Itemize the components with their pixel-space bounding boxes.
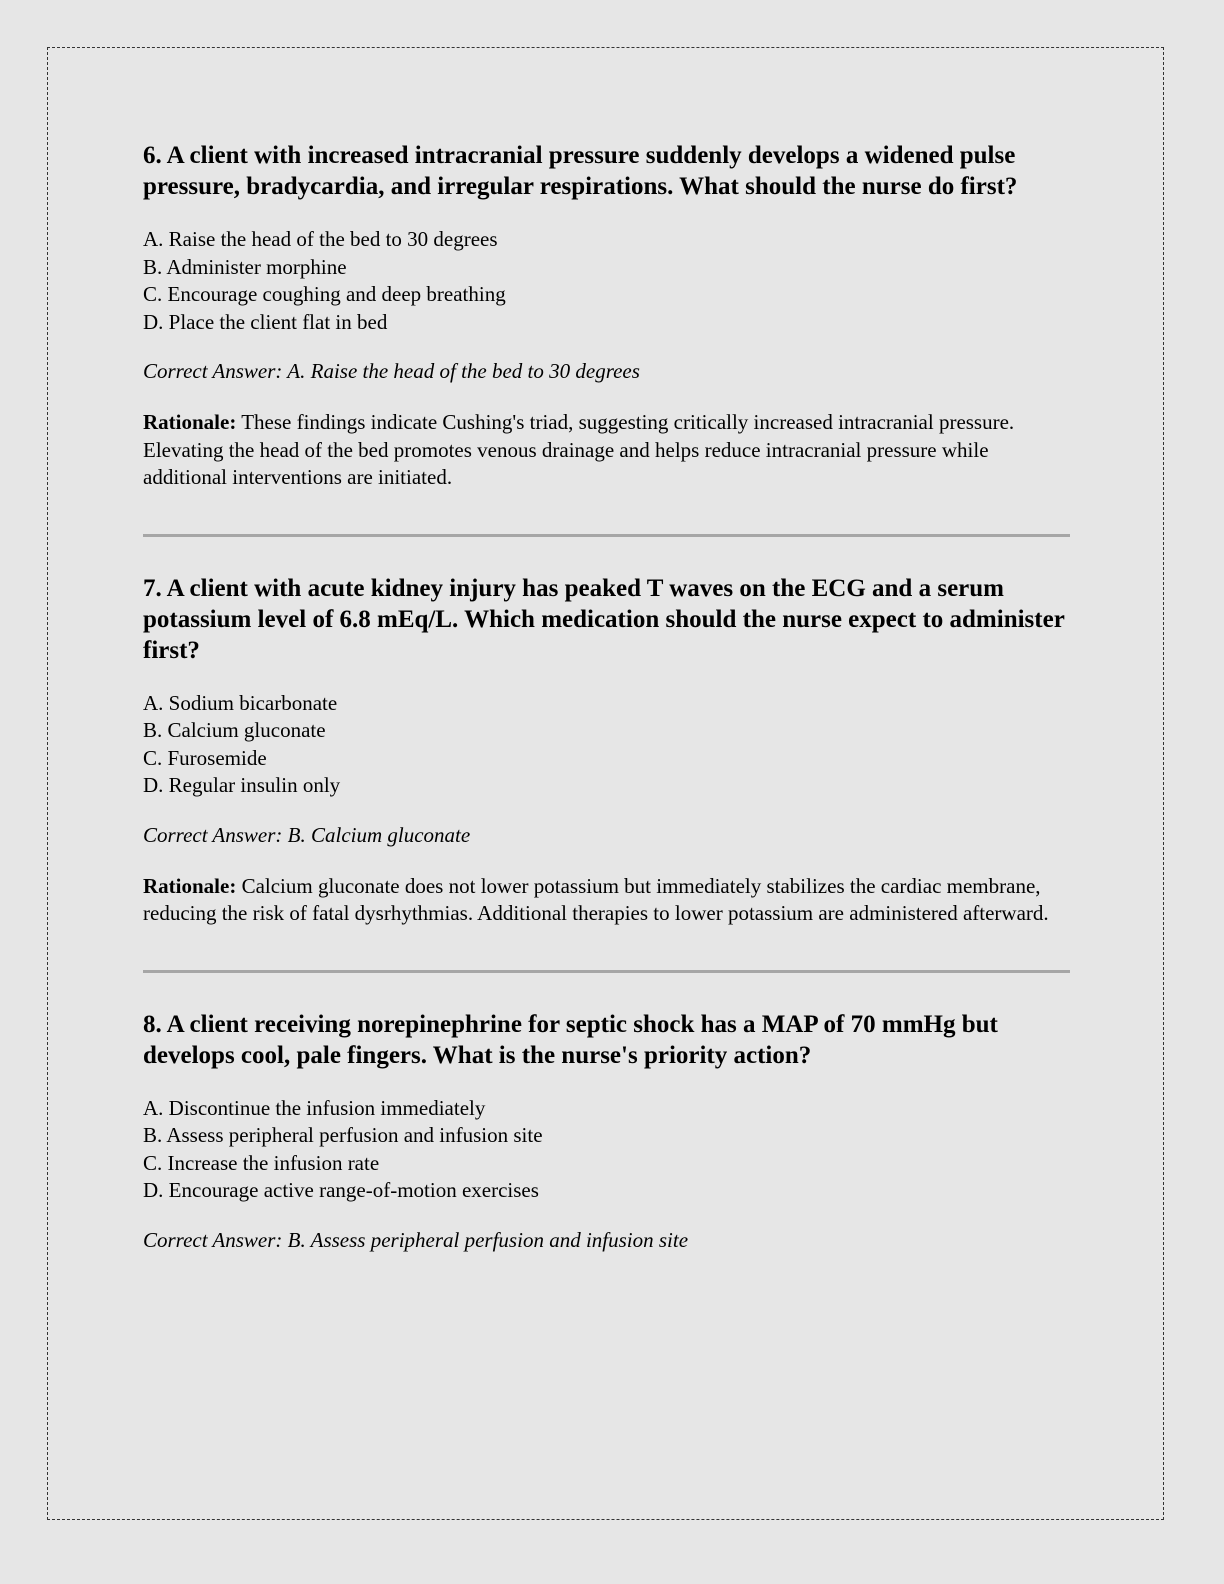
answer-options <box>143 1095 1073 1205</box>
option-d: D. Encourage active range-of-motion exercises <box>143 1178 539 1202</box>
option-a: A. Sodium bicarbonate <box>143 690 338 715</box>
question-block-7 <box>143 573 1073 928</box>
rationale-text: These findings indicate Cushing's triad, suggesting critically increased intracranial pressure. Elevating the head of the bed promotes venous drainage and helps reduce intracranial pressure while additional interventions are initiated. <box>143 410 1015 489</box>
document-content <box>143 140 1073 1278</box>
option-c: C. Encourage coughing and deep breathing <box>143 282 506 306</box>
option-b: B. Administer morphine <box>143 254 347 279</box>
option-d: D. Place the client flat in bed <box>143 309 388 334</box>
question-block-6 <box>143 140 1073 492</box>
rationale-label: Rationale: <box>143 410 237 434</box>
option-c: C. Furosemide <box>143 745 267 770</box>
question-block-8 <box>143 1009 1073 1254</box>
correct-answer: Correct Answer: B. Calcium gluconate <box>143 822 471 847</box>
option-d: D. Regular insulin only <box>143 773 341 797</box>
option-c: C. Increase the infusion rate <box>143 1150 380 1175</box>
rationale <box>143 873 1073 928</box>
question-text: 8. A client receiving norepinephrine for septic shock has a MAP of 70 mmHg but develops cool, pale fingers. What is the nurse's priority action? <box>143 1010 998 1069</box>
question-text: 6. A client with increased intracranial pressure suddenly develops a widened pulse pressure, bradycardia, and irregular respirations. What should the nurse do first? <box>143 142 1018 200</box>
section-divider <box>143 970 1070 973</box>
correct-answer: Correct Answer: A. Raise the head of the bed to 30 degrees <box>143 359 640 383</box>
answer-options <box>143 226 1073 336</box>
answer-options <box>143 690 1073 800</box>
question-text: 7. A client with acute kidney injury has peaked T waves on the ECG and a serum potassium level of 6.8 mEq/L. Which medication should the nurse expect to administer first? <box>143 574 1065 664</box>
correct-answer: Correct Answer: B. Assess peripheral perfusion and infusion site <box>143 1227 689 1252</box>
rationale-label: Rationale: <box>143 873 237 898</box>
option-b: B. Calcium gluconate <box>143 718 326 742</box>
rationale-text: Calcium gluconate does not lower potassium but immediately stabilizes the cardiac membrane, reducing the risk of fatal dysrhythmias. Additional therapies to lower potassium are administered afterward. <box>143 873 1049 925</box>
option-a: A. Raise the head of the bed to 30 degrees <box>143 227 498 251</box>
section-divider <box>143 534 1070 537</box>
option-b: B. Assess peripheral perfusion and infusion site <box>143 1123 543 1147</box>
rationale <box>143 409 1073 492</box>
option-a: A. Discontinue the infusion immediately <box>143 1095 486 1120</box>
